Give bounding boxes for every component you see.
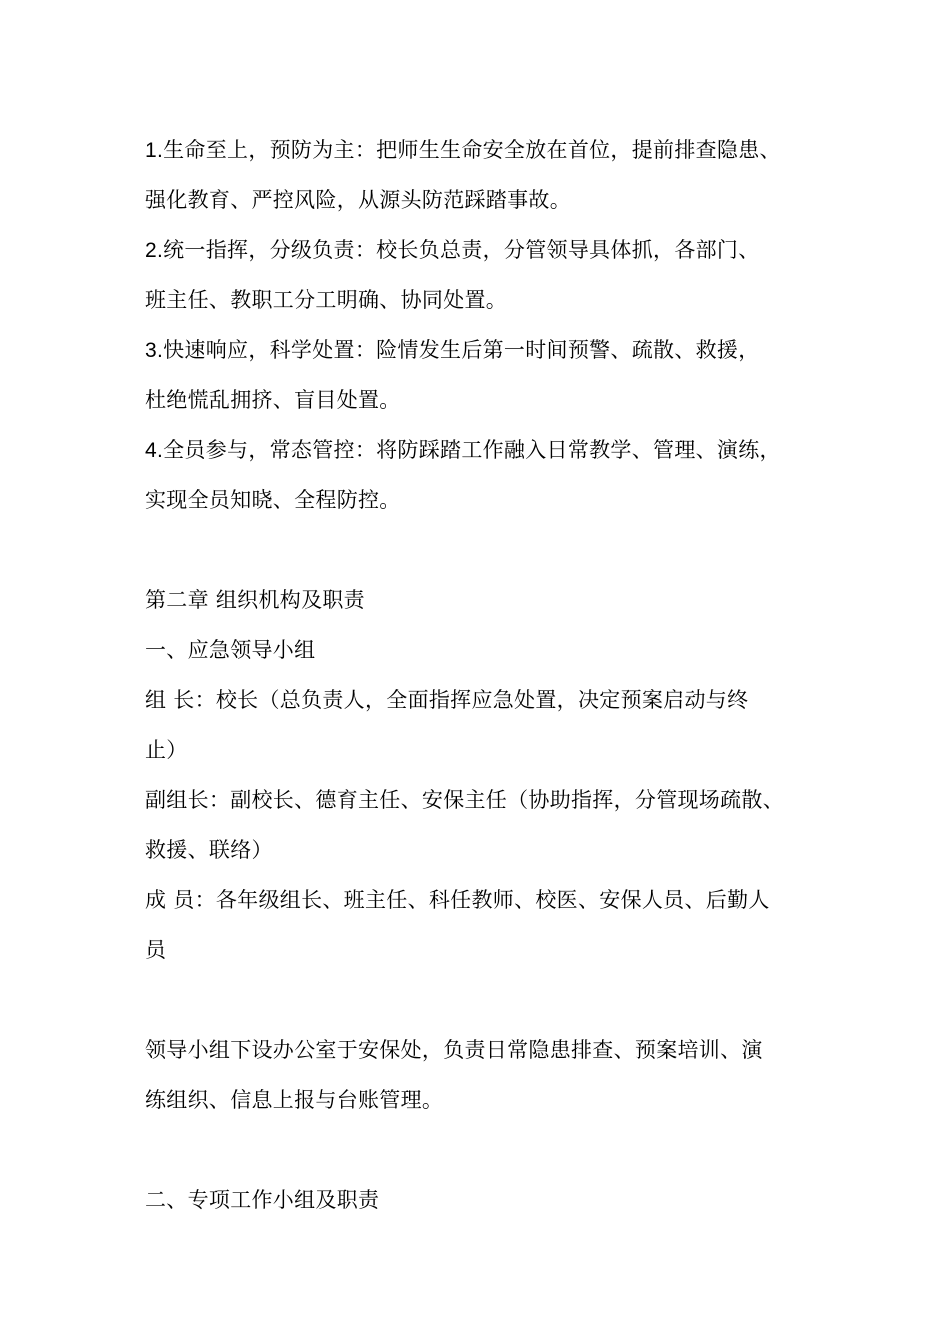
principle-3-line-1 (145, 336, 835, 365)
principle-4-line-2: 实现全员知晓、全程防控。 (145, 488, 401, 512)
principle-1-text: 生命至上，预防为主：把师生生命安全放在首位，提前排查隐患、 (163, 138, 781, 162)
principle-3-text: 快速响应，科学处置：险情发生后第一时间预警、疏散、救援， (163, 338, 760, 362)
section-2-title: 二、专项工作小组及职责 (145, 1188, 380, 1212)
principle-4-line-1 (145, 436, 835, 465)
deputy-line-2: 救援、联络） (145, 838, 273, 862)
members-line-1: 成 员：各年级组长、班主任、科任教师、校医、安保人员、后勤人 (145, 888, 770, 912)
section-1-title: 一、应急领导小组 (145, 638, 316, 662)
office-line-1: 领导小组下设办公室于安保处，负责日常隐患排查、预案培训、演 (145, 1038, 763, 1062)
principle-2-line-1 (145, 236, 835, 265)
principle-2-number: 2. (145, 239, 164, 262)
deputy-line-1: 副组长：副校长、德育主任、安保主任（协助指挥，分管现场疏散、 (145, 788, 784, 812)
principle-2-text: 统一指挥，分级负责：校长负总责，分管领导具体抓，各部门、 (163, 238, 760, 262)
members-line-2: 员 (145, 938, 167, 962)
principle-3-line-2: 杜绝慌乱拥挤、盲目处置。 (145, 388, 401, 412)
principle-1-line-1 (145, 136, 835, 165)
leader-line-2: 止） (145, 738, 188, 762)
principle-2-line-2: 班主任、教职工分工明确、协同处置。 (145, 288, 508, 312)
principle-1-line-2: 强化教育、严控风险，从源头防范踩踏事故。 (145, 188, 571, 212)
principle-4-number: 4. (145, 439, 164, 462)
principle-4-text: 全员参与，常态管控：将防踩踏工作融入日常教学、管理、演练， (163, 438, 781, 462)
office-line-2: 练组织、信息上报与台账管理。 (145, 1088, 444, 1112)
leader-line-1: 组 长：校长（总负责人，全面指挥应急处置，决定预案启动与终 (145, 688, 749, 712)
chapter-heading: 第二章 组织机构及职责 (145, 588, 365, 612)
principle-1-number: 1. (145, 139, 164, 162)
principle-3-number: 3. (145, 339, 164, 362)
